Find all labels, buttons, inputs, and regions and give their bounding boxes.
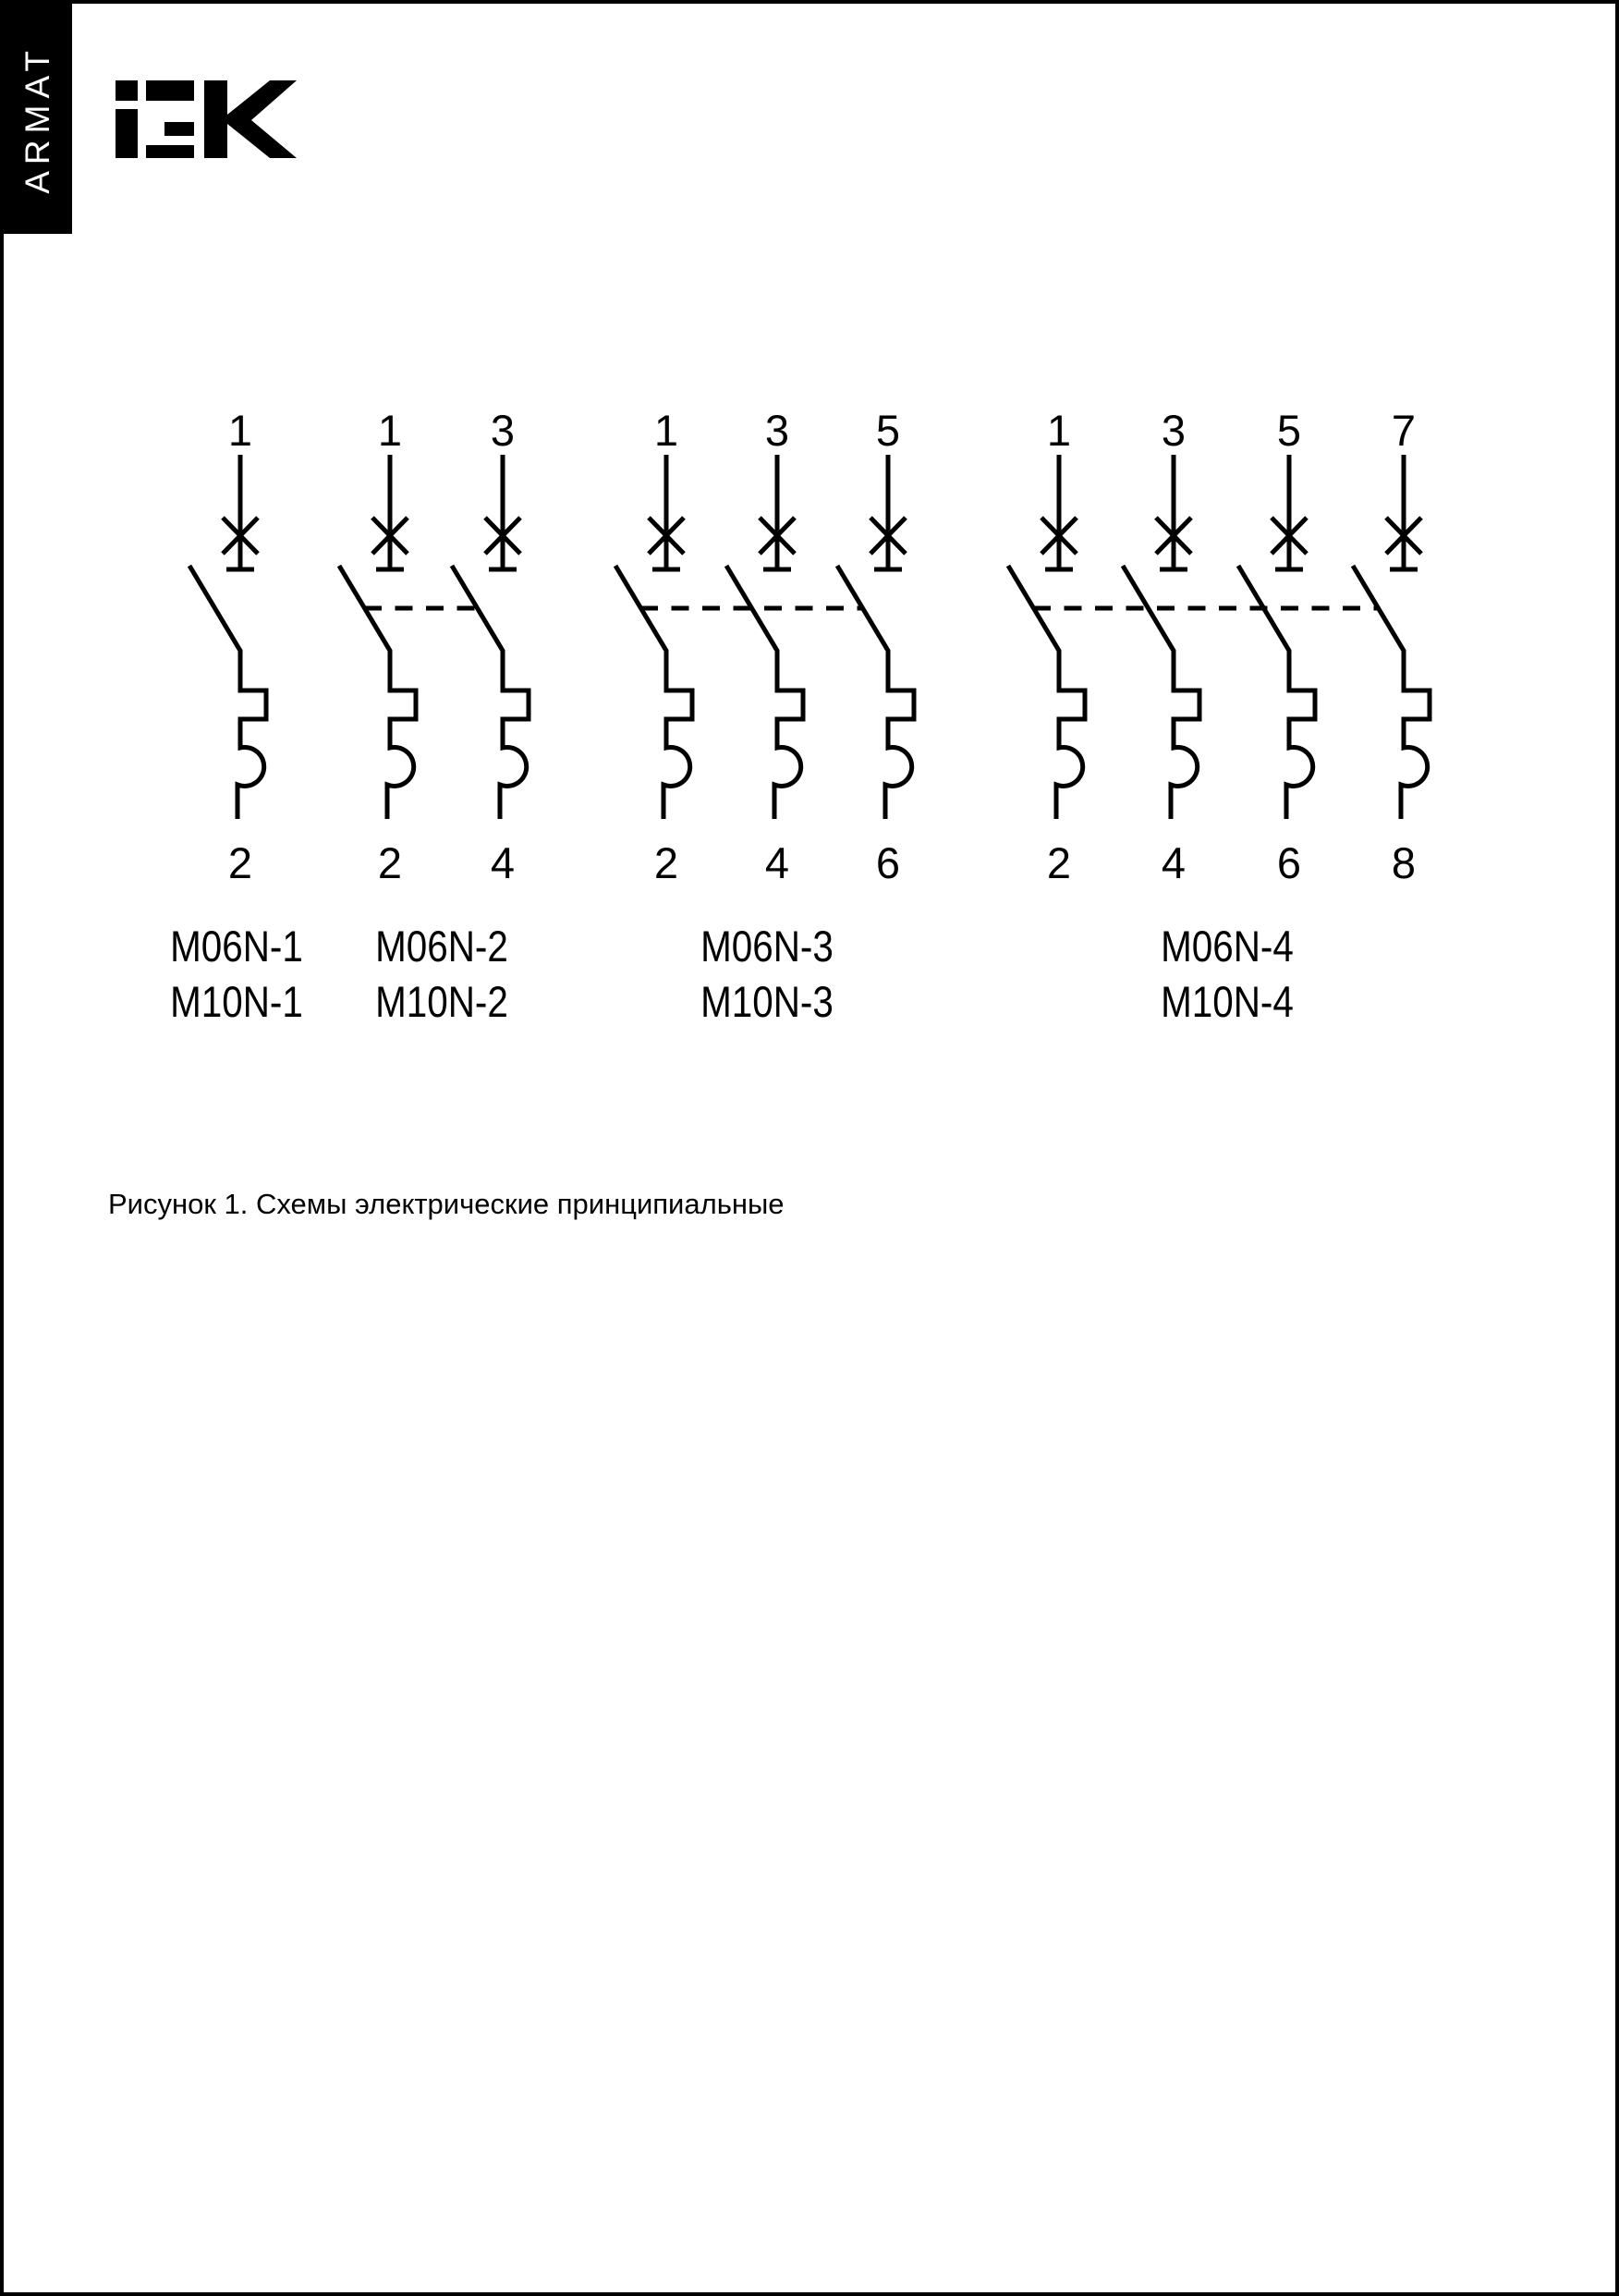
breaker-pole (615, 406, 692, 887)
contact-lever-and-body (615, 566, 692, 819)
terminal-number-top: 1 (653, 406, 679, 455)
terminal-number-bottom: 4 (1161, 838, 1187, 887)
model-label: M10N-4 (1161, 977, 1294, 1026)
terminal-number-top: 1 (1046, 406, 1072, 455)
contact-lever-and-body (339, 566, 416, 819)
contact-lever-and-body (1123, 566, 1199, 819)
breaker-diagram-2 (339, 406, 529, 887)
breaker-pole (452, 406, 529, 887)
contact-lever-and-body (1353, 566, 1430, 819)
model-label: M10N-3 (700, 977, 834, 1026)
breaker-pole (1123, 406, 1199, 887)
terminal-number-top: 5 (1276, 406, 1302, 455)
breaker-pole (1353, 406, 1430, 887)
terminal-number-bottom: 4 (490, 838, 516, 887)
terminal-number-bottom: 2 (227, 838, 253, 887)
terminal-number-bottom: 6 (875, 838, 901, 887)
terminal-number-bottom: 6 (1276, 838, 1302, 887)
terminal-number-top: 3 (490, 406, 516, 455)
terminal-number-bottom: 2 (377, 838, 403, 887)
terminal-number-top: 3 (764, 406, 790, 455)
breaker-pole (189, 406, 266, 887)
breaker-pole (837, 406, 914, 887)
breaker-diagram-1 (189, 406, 266, 887)
contact-lever-and-body (1238, 566, 1315, 819)
model-label: M10N-2 (375, 977, 508, 1026)
breaker-pole (726, 406, 803, 887)
terminal-number-bottom: 8 (1391, 838, 1417, 887)
figure-caption: Рисунок 1. Схемы электрические принципиальные (108, 1188, 785, 1220)
terminal-number-top: 3 (1161, 406, 1187, 455)
contact-lever-and-body (189, 566, 266, 819)
schematics-figure (4, 4, 1619, 2296)
terminal-number-top: 1 (227, 406, 253, 455)
breaker-diagram-3 (615, 406, 914, 887)
model-label: M06N-3 (700, 922, 834, 971)
breaker-pole (339, 406, 416, 887)
terminal-number-bottom: 4 (764, 838, 790, 887)
terminal-number-top: 7 (1391, 406, 1417, 455)
contact-lever-and-body (726, 566, 803, 819)
model-labels-diagram-4 (1089, 919, 1366, 1030)
breaker-diagram-4 (1008, 406, 1430, 887)
armat-label: ARMAT (18, 43, 56, 194)
contact-lever-and-body (452, 566, 529, 819)
terminal-number-top: 1 (377, 406, 403, 455)
contact-lever-and-body (837, 566, 914, 819)
model-labels-diagram-2 (303, 919, 580, 1030)
model-label: M06N-1 (170, 922, 303, 971)
model-label: M06N-4 (1161, 922, 1294, 971)
terminal-number-bottom: 2 (653, 838, 679, 887)
model-label: M10N-1 (170, 977, 303, 1026)
model-labels-diagram-3 (628, 919, 906, 1030)
model-label: M06N-2 (375, 922, 508, 971)
terminal-number-bottom: 2 (1046, 838, 1072, 887)
breaker-pole (1238, 406, 1315, 887)
terminal-number-top: 5 (875, 406, 901, 455)
breaker-pole (1008, 406, 1085, 887)
contact-lever-and-body (1008, 566, 1085, 819)
